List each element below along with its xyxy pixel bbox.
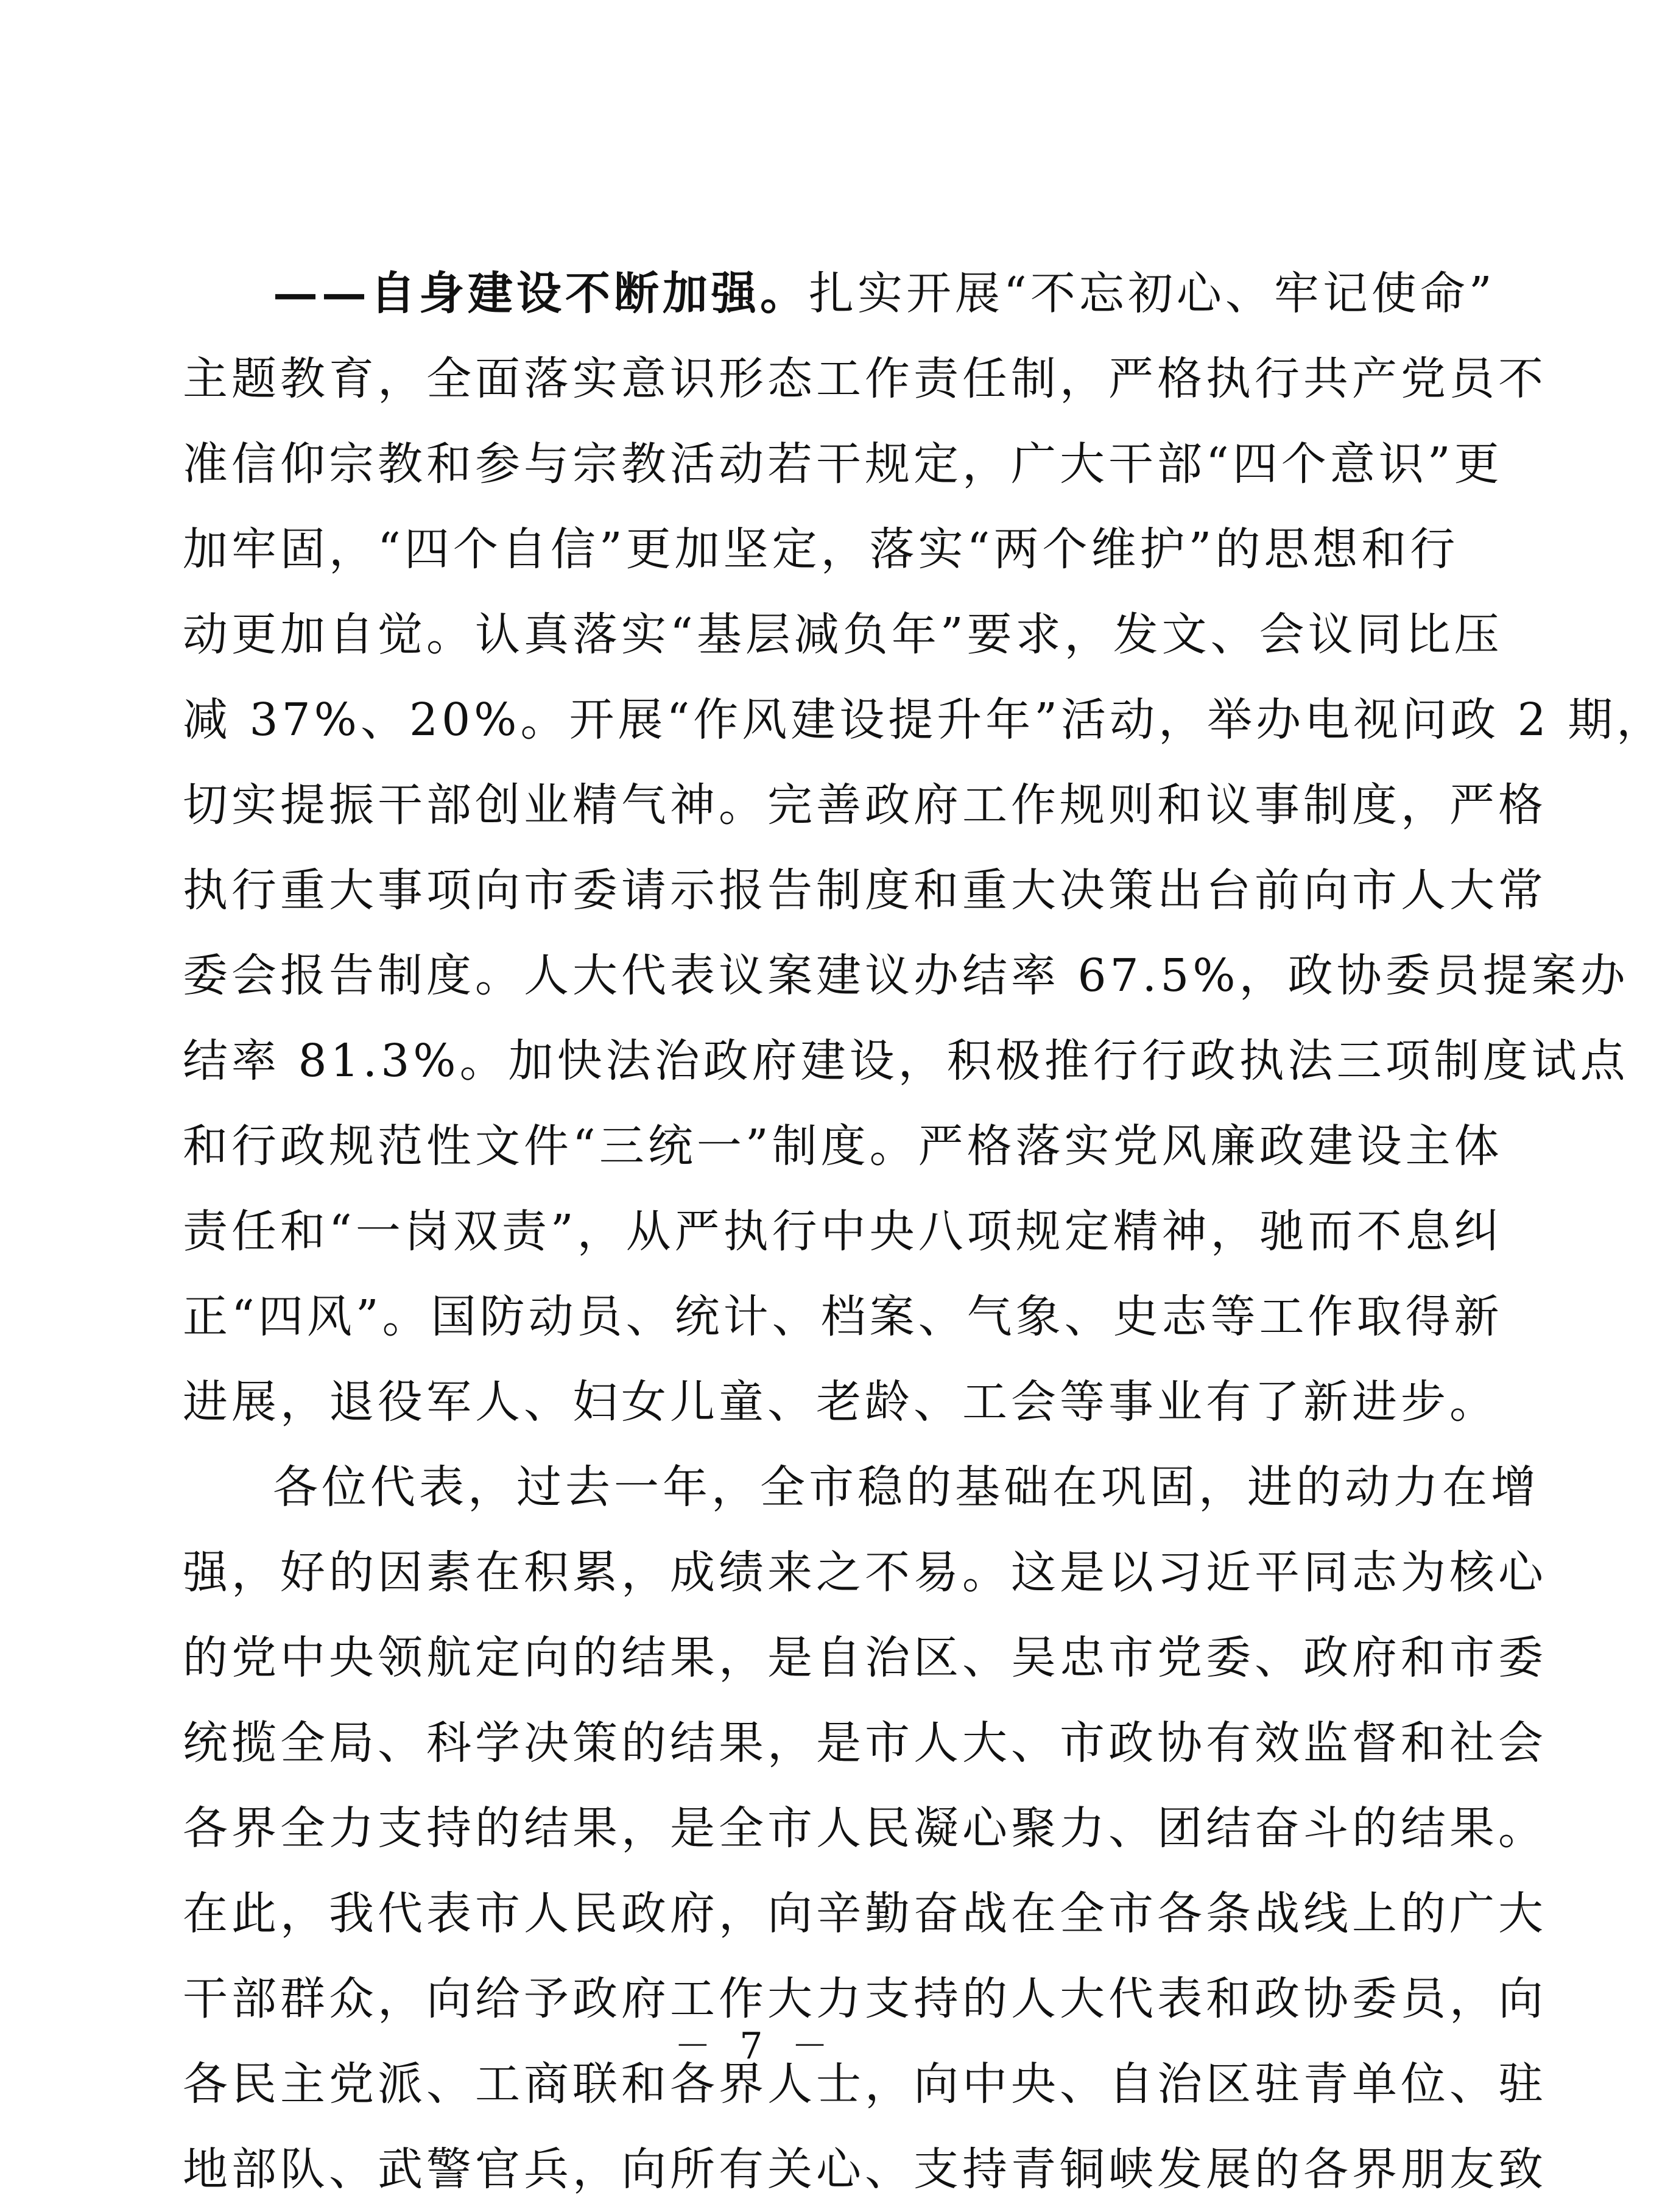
text-line-19: 各界全力支持的结果，是全市人民凝心聚力、团结奋斗的结果。 xyxy=(183,1802,1547,1854)
page-number: － 7 － xyxy=(674,2025,837,2068)
text-line-7: 切实提振干部创业精气神。完善政府工作规则和议事制度，严格 xyxy=(183,779,1547,831)
text-line-12: 责任和“一岗双责”，从严执行中央八项规定精神，驰而不息纠 xyxy=(183,1205,1503,1258)
text-line-23: 地部队、武警官兵，向所有关心、支持青铜峡发展的各界朋友致 xyxy=(183,2143,1547,2196)
text-line-4: 加牢固，“四个自信”更加坚定，落实“两个维护”的思想和行 xyxy=(183,523,1459,576)
text-line-18: 统揽全局、科学决策的结果，是市人大、市政协有效监督和社会 xyxy=(183,1717,1547,1769)
text-line-9: 委会报告制度。人大代表议案建议办结率 67.5%，政协委员提案办 xyxy=(183,949,1629,1002)
text-line-1 xyxy=(183,251,1496,336)
line-text: 扎实开展“不忘初心、牢记使命” xyxy=(809,267,1496,320)
body-text xyxy=(183,251,1665,2212)
text-line-5: 动更加自觉。认真落实“基层减负年”要求，发文、会议同比压 xyxy=(183,608,1503,661)
text-line-11: 和行政规范性文件“三统一”制度。严格落实党风廉政建设主体 xyxy=(183,1120,1503,1172)
text-line-13: 正“四风”。国防动员、统计、档案、气象、史志等工作取得新 xyxy=(183,1291,1503,1343)
text-line-20: 在此，我代表市人民政府，向辛勤奋战在全市各条战线上的广大 xyxy=(183,1887,1547,1940)
text-line-22: 各民主党派、工商联和各界人士，向中央、自治区驻青单位、驻 xyxy=(183,2058,1547,2110)
text-line-21: 干部群众，向给予政府工作大力支持的人大代表和政协委员，向 xyxy=(183,1973,1547,2025)
text-line-15: 各位代表，过去一年，全市稳的基础在巩固，进的动力在增 xyxy=(273,1461,1540,1513)
text-line-3: 准信仰宗教和参与宗教活动若干规定，广大干部“四个意识”更 xyxy=(183,438,1503,490)
text-line-2: 主题教育，全面落实意识形态工作责任制，严格执行共产党员不 xyxy=(183,353,1547,405)
text-line-16: 强，好的因素在积累，成绩来之不易。这是以习近平同志为核心 xyxy=(183,1546,1547,1599)
text-line-6: 减 37%、20%。开展“作风建设提升年”活动，举办电视问政 2 期， xyxy=(183,694,1665,746)
text-line-17: 的党中央领航定向的结果，是自治区、吴忠市党委、政府和市委 xyxy=(183,1632,1547,1684)
text-line-14: 进展，退役军人、妇女儿童、老龄、工会等事业有了新进步。 xyxy=(183,1376,1498,1428)
text-line-8: 执行重大事项向市委请示报告制度和重大决策出台前向市人大常 xyxy=(183,864,1547,917)
section-heading: ——自身建设不断加强。 xyxy=(273,267,809,320)
text-line-10: 结率 81.3%。加快法治政府建设，积极推行行政执法三项制度试点 xyxy=(183,1035,1629,1087)
